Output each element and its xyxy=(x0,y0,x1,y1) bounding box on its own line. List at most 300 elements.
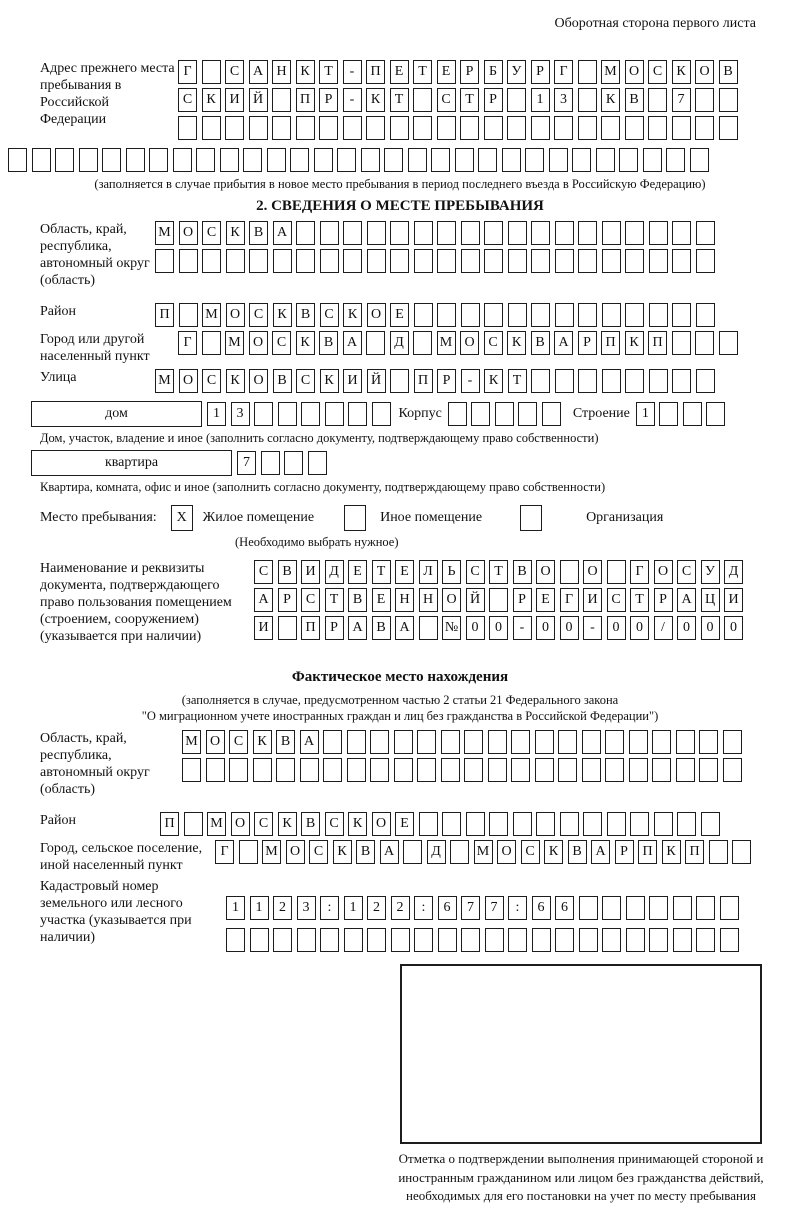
char-cell xyxy=(560,560,579,584)
char-cell: О xyxy=(625,60,644,84)
char-cell: В xyxy=(531,331,550,355)
char-cell xyxy=(390,369,409,393)
char-cell xyxy=(347,730,366,754)
char-cell xyxy=(672,116,691,140)
char-cell: С xyxy=(484,331,503,355)
char-cell xyxy=(184,812,203,836)
street-block xyxy=(0,369,800,393)
char-cell xyxy=(278,402,297,426)
char-cell xyxy=(461,303,480,327)
char-cell xyxy=(320,249,339,273)
char-cell xyxy=(32,148,51,172)
char-cell: Е xyxy=(395,560,414,584)
char-row xyxy=(178,88,738,112)
char-cell: К xyxy=(202,88,221,112)
char-cell xyxy=(583,812,602,836)
char-cell: И xyxy=(343,369,362,393)
char-cell: 3 xyxy=(297,896,316,920)
char-cell xyxy=(390,116,409,140)
char-cell xyxy=(344,928,363,952)
char-cell xyxy=(178,116,197,140)
char-cell: М xyxy=(474,840,493,864)
char-cell: У xyxy=(507,60,526,84)
char-cell: О xyxy=(372,812,391,836)
char-cell: И xyxy=(724,588,743,612)
char-cell: 7 xyxy=(672,88,691,112)
char-cell: Л xyxy=(419,560,438,584)
char-cell: А xyxy=(677,588,696,612)
char-cell xyxy=(391,928,410,952)
char-cell: О xyxy=(460,331,479,355)
char-cell: Т xyxy=(630,588,649,612)
region-rows xyxy=(155,221,715,277)
char-row xyxy=(254,616,743,640)
char-cell xyxy=(629,730,648,754)
char-cell xyxy=(419,616,438,640)
char-cell xyxy=(723,758,742,782)
char-cell xyxy=(182,758,201,782)
char-cell: Т xyxy=(325,588,344,612)
char-cell xyxy=(488,730,507,754)
char-cell xyxy=(696,896,715,920)
char-cell: 0 xyxy=(466,616,485,640)
char-cell xyxy=(508,928,527,952)
region-label: Область, край, республика, автономный округ (область) xyxy=(40,222,150,288)
char-cell: Д xyxy=(390,331,409,355)
char-cell xyxy=(602,303,621,327)
confirmation-mark-caption: Отметка о подтверждении выполнения принимающей стороной и иностранным гражданином или лицом без гражданства действий, необходимых для его постановки на учет по месту пребывания xyxy=(398,1151,764,1203)
char-cell xyxy=(366,331,385,355)
char-cell xyxy=(464,730,483,754)
char-cell: П xyxy=(638,840,657,864)
char-cell: П xyxy=(685,840,704,864)
char-row xyxy=(178,116,738,140)
char-cell xyxy=(220,148,239,172)
actual-region-rows xyxy=(182,730,742,786)
char-cell xyxy=(673,896,692,920)
char-cell: С xyxy=(521,840,540,864)
char-cell: С xyxy=(202,221,221,245)
char-cell xyxy=(677,812,696,836)
char-cell xyxy=(511,730,530,754)
char-cell: К xyxy=(278,812,297,836)
char-cell: О xyxy=(536,560,555,584)
char-cell: - xyxy=(513,616,532,640)
char-row xyxy=(237,451,327,475)
char-cell xyxy=(179,249,198,273)
char-cell: М xyxy=(155,221,174,245)
char-cell xyxy=(672,303,691,327)
char-cell xyxy=(323,730,342,754)
char-cell: 0 xyxy=(560,616,579,640)
char-cell: № xyxy=(442,616,461,640)
char-cell xyxy=(578,60,597,84)
char-cell: 7 xyxy=(237,451,256,475)
actual-district-block xyxy=(0,812,800,836)
char-cell xyxy=(437,249,456,273)
char-cell xyxy=(676,730,695,754)
char-cell xyxy=(535,730,554,754)
char-cell xyxy=(676,758,695,782)
char-cell xyxy=(278,616,297,640)
char-cell: Р xyxy=(484,88,503,112)
char-cell xyxy=(323,758,342,782)
char-cell xyxy=(531,221,550,245)
char-cell xyxy=(607,812,626,836)
char-cell xyxy=(466,812,485,836)
char-cell: М xyxy=(207,812,226,836)
char-cell xyxy=(417,758,436,782)
char-cell xyxy=(276,758,295,782)
char-cell: О xyxy=(442,588,461,612)
char-cell xyxy=(673,928,692,952)
char-cell: Н xyxy=(395,588,414,612)
char-cell xyxy=(325,402,344,426)
char-cell xyxy=(696,369,715,393)
char-cell: В xyxy=(513,560,532,584)
char-cell: А xyxy=(300,730,319,754)
char-cell: К xyxy=(366,88,385,112)
char-cell: 0 xyxy=(724,616,743,640)
char-cell: О xyxy=(179,369,198,393)
char-cell: И xyxy=(254,616,273,640)
char-cell xyxy=(531,303,550,327)
char-cell xyxy=(488,758,507,782)
char-cell xyxy=(296,249,315,273)
char-cell xyxy=(437,303,456,327)
char-cell xyxy=(555,303,574,327)
char-cell xyxy=(555,221,574,245)
char-cell: Т xyxy=(413,60,432,84)
char-cell: Й xyxy=(466,588,485,612)
char-cell: Р xyxy=(319,88,338,112)
region-block xyxy=(0,221,800,289)
char-row xyxy=(448,402,561,426)
char-cell: Т xyxy=(390,88,409,112)
char-cell xyxy=(437,221,456,245)
char-row xyxy=(178,331,738,355)
option-zhiloe-label: Жилое помещение xyxy=(202,510,315,525)
char-cell xyxy=(250,928,269,952)
stay-type-block xyxy=(0,505,800,531)
option-inoe-label: Иное помещение xyxy=(380,510,483,525)
char-cell: К xyxy=(625,331,644,355)
apartment-type-box: квартира xyxy=(31,450,232,476)
char-cell xyxy=(284,451,303,475)
char-cell xyxy=(417,730,436,754)
char-cell xyxy=(508,221,527,245)
char-cell: В xyxy=(625,88,644,112)
char-cell: 6 xyxy=(438,896,457,920)
char-cell xyxy=(202,116,221,140)
cadastral-label: Кадастровый номер земельного или лесного участка (указывается при наличии) xyxy=(40,879,192,945)
char-cell xyxy=(649,928,668,952)
char-cell: Р xyxy=(578,331,597,355)
char-cell xyxy=(448,402,467,426)
house-caption: Дом, участок, владение и иное (заполнить согласно документу, подтверждающему право собственности) xyxy=(40,431,599,445)
char-cell xyxy=(243,148,262,172)
char-cell: 0 xyxy=(607,616,626,640)
char-cell: О xyxy=(695,60,714,84)
char-cell xyxy=(390,221,409,245)
char-cell: С xyxy=(466,560,485,584)
char-cell xyxy=(625,369,644,393)
char-cell xyxy=(273,928,292,952)
char-cell xyxy=(560,812,579,836)
char-cell xyxy=(629,758,648,782)
char-cell xyxy=(431,148,450,172)
char-cell: Р xyxy=(437,369,456,393)
actual-region-label: Область, край, республика, автономный округ (область) xyxy=(40,731,150,797)
district-block xyxy=(0,303,800,327)
char-cell: О xyxy=(583,560,602,584)
char-cell xyxy=(507,116,526,140)
char-cell xyxy=(701,812,720,836)
char-cell xyxy=(578,249,597,273)
char-cell: К xyxy=(672,60,691,84)
char-cell: К xyxy=(343,303,362,327)
char-cell: : xyxy=(414,896,433,920)
prev-address-label: Адрес прежнего места пребывания в Российской Федерации xyxy=(40,61,175,127)
char-cell xyxy=(249,249,268,273)
char-row xyxy=(254,560,743,584)
char-cell xyxy=(320,928,339,952)
char-cell xyxy=(695,88,714,112)
prev-address-row-full xyxy=(0,148,800,172)
char-cell: П xyxy=(648,331,667,355)
char-cell: С xyxy=(296,369,315,393)
char-cell: И xyxy=(301,560,320,584)
char-cell xyxy=(690,148,709,172)
char-cell xyxy=(699,758,718,782)
char-cell: Г xyxy=(554,60,573,84)
actual-district-label: Район xyxy=(40,813,76,828)
char-cell: И xyxy=(583,588,602,612)
char-cell: С xyxy=(607,588,626,612)
char-cell xyxy=(536,812,555,836)
char-cell xyxy=(502,148,521,172)
char-cell xyxy=(696,249,715,273)
prev-address-caption: (заполняется в случае прибытия в новое место пребывания в период последнего въезда в Российскую Федерацию) xyxy=(94,177,706,191)
char-cell xyxy=(643,148,662,172)
char-cell: С xyxy=(249,303,268,327)
document-block xyxy=(0,560,800,645)
char-row xyxy=(155,369,715,393)
char-row xyxy=(178,60,738,84)
char-cell xyxy=(695,331,714,355)
char-cell xyxy=(239,840,258,864)
char-cell xyxy=(672,369,691,393)
char-cell xyxy=(290,148,309,172)
char-cell xyxy=(649,896,668,920)
char-cell: К xyxy=(662,840,681,864)
char-cell xyxy=(578,303,597,327)
char-row xyxy=(254,588,743,612)
char-cell: А xyxy=(343,331,362,355)
char-cell: 7 xyxy=(461,896,480,920)
char-cell: Е xyxy=(348,560,367,584)
char-cell xyxy=(79,148,98,172)
char-cell: Н xyxy=(419,588,438,612)
char-cell: О xyxy=(231,812,250,836)
char-cell xyxy=(649,369,668,393)
char-cell xyxy=(202,249,221,273)
char-cell xyxy=(484,116,503,140)
char-cell xyxy=(626,896,645,920)
char-cell: Р xyxy=(513,588,532,612)
char-cell xyxy=(602,369,621,393)
char-cell: 0 xyxy=(677,616,696,640)
char-cell xyxy=(149,148,168,172)
char-cell xyxy=(370,730,389,754)
cadastral-rows xyxy=(226,896,739,956)
char-cell: Т xyxy=(489,560,508,584)
char-cell: В xyxy=(348,588,367,612)
char-cell: Е xyxy=(390,60,409,84)
char-cell xyxy=(367,249,386,273)
char-cell xyxy=(361,148,380,172)
char-cell xyxy=(320,221,339,245)
char-cell: Д xyxy=(724,560,743,584)
char-cell: 0 xyxy=(536,616,555,640)
char-cell xyxy=(370,758,389,782)
char-cell: С xyxy=(254,812,273,836)
char-cell: А xyxy=(348,616,367,640)
char-cell xyxy=(607,560,626,584)
char-cell: М xyxy=(202,303,221,327)
char-cell: В xyxy=(278,560,297,584)
char-cell: С xyxy=(677,560,696,584)
char-cell xyxy=(579,896,598,920)
char-cell: В xyxy=(276,730,295,754)
char-cell xyxy=(390,249,409,273)
char-cell xyxy=(267,148,286,172)
char-cell xyxy=(367,221,386,245)
char-cell xyxy=(347,758,366,782)
char-cell xyxy=(301,402,320,426)
char-cell xyxy=(484,249,503,273)
char-cell xyxy=(719,331,738,355)
char-cell xyxy=(696,221,715,245)
char-cell xyxy=(343,221,362,245)
char-cell xyxy=(179,303,198,327)
char-cell xyxy=(555,928,574,952)
char-cell xyxy=(273,249,292,273)
char-cell xyxy=(723,730,742,754)
char-cell xyxy=(649,221,668,245)
char-cell xyxy=(558,730,577,754)
char-cell: О xyxy=(367,303,386,327)
char-cell xyxy=(652,758,671,782)
char-cell: О xyxy=(497,840,516,864)
char-cell xyxy=(696,928,715,952)
char-row xyxy=(8,148,709,172)
char-cell: О xyxy=(226,303,245,327)
checkbox-organizaciya xyxy=(520,505,542,531)
char-cell: 6 xyxy=(532,896,551,920)
char-row xyxy=(182,758,742,782)
char-cell xyxy=(253,758,272,782)
actual-location-caption1: (заполняется в случае, предусмотренном частью 2 статьи 21 Федерального закона xyxy=(181,693,619,707)
char-cell xyxy=(709,840,728,864)
char-cell xyxy=(507,88,526,112)
char-cell xyxy=(495,402,514,426)
house-block xyxy=(0,401,800,427)
char-cell xyxy=(672,221,691,245)
char-cell xyxy=(489,812,508,836)
korpus-label: Корпус xyxy=(398,406,442,421)
char-cell: А xyxy=(395,616,414,640)
char-cell: И xyxy=(225,88,244,112)
char-cell xyxy=(648,116,667,140)
char-row xyxy=(155,249,715,273)
char-cell: / xyxy=(654,616,673,640)
char-cell xyxy=(619,148,638,172)
char-cell xyxy=(348,402,367,426)
char-cell xyxy=(518,402,537,426)
char-cell: Е xyxy=(390,303,409,327)
char-cell: Р xyxy=(615,840,634,864)
char-cell xyxy=(605,758,624,782)
char-cell: У xyxy=(701,560,720,584)
char-cell xyxy=(654,812,673,836)
street-label: Улица xyxy=(40,370,77,385)
char-cell xyxy=(625,249,644,273)
char-cell: В xyxy=(296,303,315,327)
checkbox-zhiloe: X xyxy=(171,505,193,531)
char-cell: М xyxy=(262,840,281,864)
char-cell xyxy=(601,116,620,140)
char-cell xyxy=(625,303,644,327)
char-cell: В xyxy=(719,60,738,84)
char-cell xyxy=(666,148,685,172)
char-cell xyxy=(672,331,691,355)
char-cell: Ь xyxy=(442,560,461,584)
char-cell: 1 xyxy=(531,88,550,112)
char-cell xyxy=(578,221,597,245)
char-cell xyxy=(461,928,480,952)
char-cell xyxy=(314,148,333,172)
char-cell: С xyxy=(301,588,320,612)
char-cell: - xyxy=(461,369,480,393)
char-cell xyxy=(489,588,508,612)
char-cell: С xyxy=(202,369,221,393)
char-cell: С xyxy=(309,840,328,864)
char-cell: 0 xyxy=(630,616,649,640)
char-cell xyxy=(403,840,422,864)
char-cell xyxy=(648,88,667,112)
section2-title: 2. СВЕДЕНИЯ О МЕСТЕ ПРЕБЫВАНИЯ xyxy=(256,198,544,214)
char-cell xyxy=(513,812,532,836)
char-cell xyxy=(732,840,751,864)
char-cell: Р xyxy=(325,616,344,640)
document-rows xyxy=(254,560,743,644)
char-cell xyxy=(706,402,725,426)
char-cell: - xyxy=(583,616,602,640)
char-cell: Т xyxy=(460,88,479,112)
char-cell xyxy=(484,221,503,245)
char-cell: 2 xyxy=(391,896,410,920)
checkbox-inoe xyxy=(344,505,366,531)
char-cell xyxy=(55,148,74,172)
char-cell: Д xyxy=(427,840,446,864)
char-cell xyxy=(414,928,433,952)
char-cell: 6 xyxy=(555,896,574,920)
char-cell xyxy=(394,730,413,754)
option-organizaciya-label: Организация xyxy=(586,510,664,525)
char-cell xyxy=(508,303,527,327)
char-cell xyxy=(508,249,527,273)
